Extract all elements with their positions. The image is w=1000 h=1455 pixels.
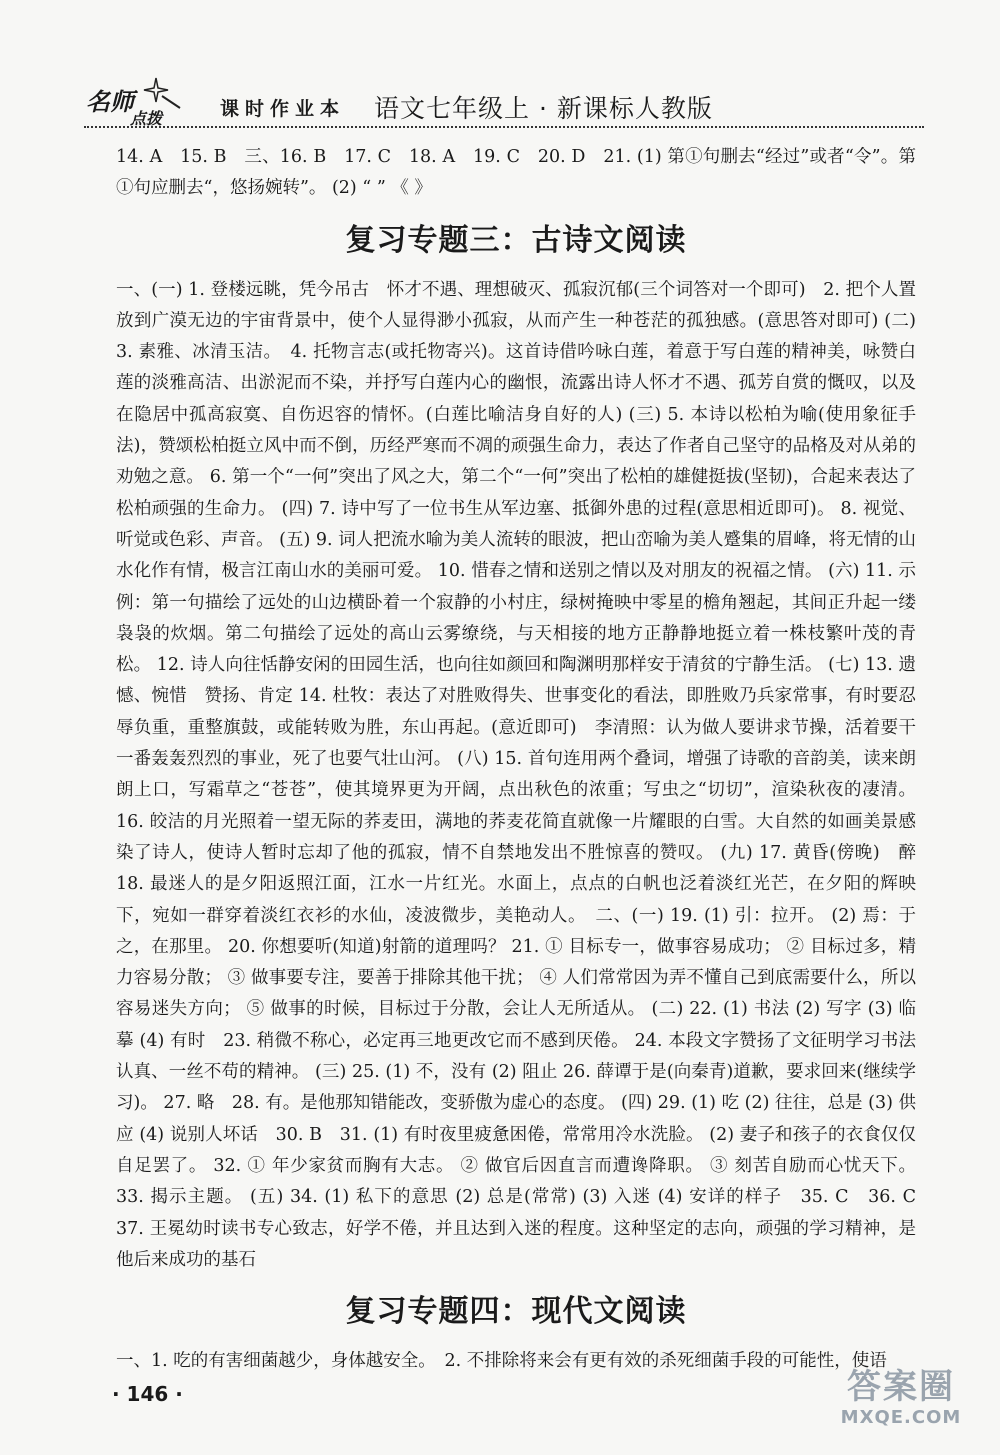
section-title: 复习专题三：古诗文阅读 — [345, 222, 687, 258]
watermark-logo — [826, 1367, 976, 1437]
subject-title: 语文七年级上 · 新课标人教版 — [374, 94, 713, 123]
header-divider — [84, 126, 924, 128]
answer-paragraph: 一、1. 吃的有害细菌越少，身体越安全。 2. 不排除将来会有更有效的杀死细菌手段的可能性，使语 — [116, 1351, 887, 1372]
watermark-text: 答案圈 — [847, 1367, 955, 1407]
logo-text-main: 名师 — [86, 87, 134, 116]
page-header — [84, 72, 924, 136]
page-number: · 146 · — [112, 1382, 183, 1406]
publisher-logo — [84, 76, 204, 132]
sparkle-icon — [142, 76, 182, 110]
series-title: 课时作业本 — [220, 98, 346, 120]
answer-paragraph: 14. A 15. B 三、16. B 17. C 18. A 19. C 20. D 21. (1) 第①句删去“经过”或者“令”。第①句应删去“，悠扬婉转”。 (2) “ ” 《 》 — [116, 147, 916, 199]
answer-content — [116, 142, 934, 1377]
section-title: 复习专题四：现代文阅读 — [345, 1294, 687, 1330]
logo-text-sub: 点拨 — [130, 109, 163, 128]
watermark-url: MXQE.COM — [840, 1407, 962, 1428]
answer-paragraph: 一、(一) 1. 登楼远眺，凭今吊古 怀才不遇、理想破灭、孤寂沉郁(三个词答对一个即可) 2. 把个人置放到广漠无边的宇宙背景中，使个人显得渺小孤寂，从而产生一种苍茫的孤独感。(意思答对即可) (二) 3. 素雅、冰清玉洁。 4. 托物言志(或托物寄兴)。这首诗借吟咏白莲，着意于写白莲的精神美，咏赞白莲的淡雅高洁、出淤泥而不染，并抒写白莲内心的幽恨，流露出诗人怀才不遇、孤芳自赏的慨叹，以及在隐居中孤高寂寞、自伤迟容的情怀。(白莲比喻洁身自好的人) (三) 5. 本诗以松柏为喻(使用象征手法)，赞颂松柏挺立风中而不倒，历经严寒而不凋的顽强生命力，表达了作者自己坚守的品格及对从弟的劝勉之意。 6. 第一个“一何”突出了风之大，第二个“一何”突出了松柏的雄健挺拔(坚韧)，合起来表达了松柏顽强的生命力。 (四) 7. 诗中写了一位书生从军边塞、抵御外患的过程(意思相近即可)。 8. 视觉、听觉或色彩、声音。 (五) 9. 词人把流水喻为美人流转的眼波，把山峦喻为美人蹙集的眉峰，将无情的山水化作有情，极言江南山水的美丽可爱。 10. 惜春之情和送别之情以及对朋友的祝福之情。 (六) 11. 示例：第一句描绘了远处的山边横卧着一个寂静的小村庄，绿树掩映中零星的檐角翘起，其间正升起一缕袅袅的炊烟。第二句描绘了远处的高山云雾缭绕，与天相接的地方正静静地挺立着一株枝繁叶茂的青松。 12. 诗人向往恬静安闲的田园生活，也向往如颜回和陶渊明那样安于清贫的宁静生活。 (七) 13. 遗憾、惋惜 赞扬、肯定 14. 杜牧：表达了对胜败得失、世事变化的看法，即胜败乃兵家常事，有时要忍辱负重，重整旗鼓，或能转败为胜，东山再起。(意近即可) 李清照：认为做人要讲求节操，活着要干一番轰轰烈烈的事业，死了也要气壮山河。 (八) 15. 首句连用两个叠词，增强了诗歌的音韵美，读来朗朗上口，写霜草之“苍苍”，使其境界更为开阔，点出秋色的浓重；写虫之“切切”，渲染秋夜的凄清。 16. 皎洁的月光照着一望无际的荞麦田，满地的荞麦花简直就像一片耀眼的白雪。大自然的如画美景感染了诗人，使诗人暂时忘却了他的孤寂，情不自禁地发出不胜惊喜的赞叹。 (九) 17. 黄昏(傍晚) 醉 18. 最迷人的是夕阳返照江面，江水一片红光。水面上，点点的白帆也泛着淡红光芒，在夕阳的辉映下，宛如一群穿着淡红衣衫的水仙，凌波微步，美艳动人。 二、(一) 19. (1) 引：拉开。 (2) 焉：于之，在那里。 20. 你想要听(知道)射箭的道理吗？ 21. ① 目标专一，做事容易成功； ② 目标过多，精力容易分散； ③ 做事要专注，要善于排除其他干扰； ④ 人们常常因为弄不懂自己到底需要什么，所以容易迷失方向； ⑤ 做事的时候，目标过于分散，会让人无所适从。 (二) 22. (1) 书法 (2) 写字 (3) 临摹 (4) 有时 23. 稍微不称心，必定再三地更改它而不感到厌倦。 24. 本段文字赞扬了文征明学习书法认真、一丝不苟的精神。 (三) 25. (1) 不，没有 (2) 阻止 26. 薛谭于是(向秦青)道歉，要求回来(继续学习)。 27. 略 28. 有。是他那知错能改，变骄傲为虚心的态度。 (四) 29. (1) 吃 (2) 往往，总是 (3) 供应 (4) 说别人坏话 30. B 31. (1) 有时夜里疲惫困倦，常常用冷水洗脸。 (2) 妻子和孩子的衣食仅仅自足罢了。 32. ① 年少家贫而胸有大志。 ② 做官后因直言而遭谗降职。 ③ 刻苦自励而心忧天下。 33. 揭示主题。 (五) 34. (1) 私下的意思 (2) 总是(常常) (3) 入迷 (4) 安详的样子 35. C 36. C 37. 王冕幼时读书专心致志，好学不倦，并且达到入迷的程度。这种坚定的志向，顽强的学习精神，是他后来成功的基石 — [116, 279, 934, 1270]
